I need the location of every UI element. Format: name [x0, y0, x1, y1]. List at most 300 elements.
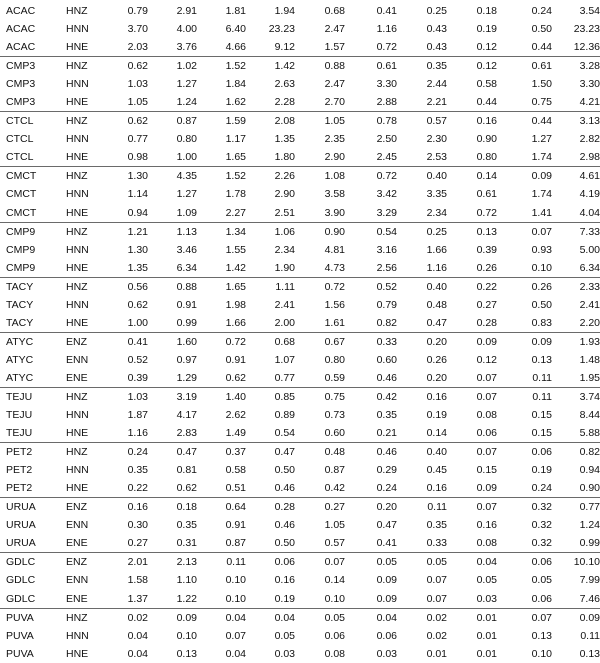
value-cell: 0.64	[197, 498, 246, 517]
value-cell: 0.77	[552, 498, 600, 517]
value-cell: 1.00	[127, 316, 148, 329]
value-cell: 0.11	[580, 629, 600, 642]
value-cell: 0.32	[531, 537, 552, 550]
value-cell: 2.20	[579, 316, 600, 329]
value-cell: 0.29	[376, 464, 397, 477]
value-cell: 0.56	[104, 277, 148, 296]
value-cell: 2.63	[274, 78, 295, 91]
value-cell: 0.99	[579, 537, 600, 550]
value-cell: 0.15	[531, 427, 552, 440]
value-cell: 0.13	[447, 222, 497, 241]
value-cell: 2.83	[176, 427, 197, 440]
channel-cell: ENE	[66, 537, 88, 550]
channel-cell: HNE	[66, 96, 89, 109]
table-row	[0, 222, 600, 241]
value-cell: 0.88	[148, 277, 197, 296]
station-cell: ACAC	[6, 23, 36, 36]
value-cell: 0.11	[397, 498, 447, 517]
value-cell: 0.82	[376, 316, 397, 329]
value-cell: 2.47	[324, 23, 345, 36]
value-cell: 0.80	[176, 133, 197, 146]
table-row	[0, 516, 600, 534]
value-cell: 0.06	[531, 592, 552, 605]
value-cell: 0.83	[531, 316, 552, 329]
value-cell: 0.42	[324, 482, 345, 495]
value-cell: 1.40	[197, 387, 246, 406]
value-cell: 10.10	[552, 553, 600, 572]
value-cell: 2.27	[225, 206, 246, 219]
station-cell: GDLC	[0, 553, 60, 572]
station-cell: ACAC	[6, 5, 36, 18]
value-cell: 7.46	[579, 592, 600, 605]
table-row	[0, 93, 600, 112]
value-cell: 0.46	[376, 371, 397, 384]
table-row	[0, 553, 600, 572]
value-cell: 0.28	[476, 316, 497, 329]
station-channel-data-table	[0, 2, 600, 663]
value-cell: 2.00	[274, 316, 295, 329]
channel-cell: HNZ	[60, 167, 104, 186]
value-cell: 0.03	[376, 647, 397, 660]
value-cell: 0.50	[274, 537, 295, 550]
value-cell: 0.35	[397, 57, 447, 76]
value-cell: 1.62	[225, 96, 246, 109]
value-cell: 0.11	[197, 553, 246, 572]
table-row	[0, 645, 600, 663]
channel-cell: ENE	[66, 371, 88, 384]
value-cell: 0.15	[476, 464, 497, 477]
value-cell: 0.51	[225, 482, 246, 495]
value-cell: 1.50	[531, 78, 552, 91]
value-cell: 0.48	[426, 298, 447, 311]
value-cell: 0.24	[531, 482, 552, 495]
value-cell: 1.22	[176, 592, 197, 605]
value-cell: 2.82	[579, 133, 600, 146]
channel-cell: HNN	[66, 133, 89, 146]
table-row	[0, 20, 600, 38]
value-cell: 1.30	[104, 167, 148, 186]
value-cell: 2.51	[274, 206, 295, 219]
value-cell: 0.12	[476, 41, 497, 54]
value-cell: 0.13	[531, 629, 552, 642]
value-cell: 1.87	[127, 409, 148, 422]
value-cell: 1.58	[127, 574, 148, 587]
station-cell: PUVA	[0, 608, 60, 627]
value-cell: 0.75	[531, 96, 552, 109]
value-cell: 0.54	[345, 222, 397, 241]
value-cell: 0.09	[497, 332, 552, 351]
value-cell: 0.15	[531, 409, 552, 422]
value-cell: 3.30	[579, 78, 600, 91]
value-cell: 0.16	[274, 574, 295, 587]
value-cell: 12.36	[573, 41, 600, 54]
value-cell: 3.28	[552, 57, 600, 76]
channel-cell: HNZ	[60, 277, 104, 296]
value-cell: 1.61	[324, 316, 345, 329]
value-cell: 4.35	[148, 167, 197, 186]
station-cell: TEJU	[6, 409, 33, 422]
station-cell: TEJU	[0, 387, 60, 406]
value-cell: 1.66	[426, 243, 447, 256]
value-cell: 1.41	[531, 206, 552, 219]
channel-cell: HNZ	[60, 608, 104, 627]
value-cell: 1.30	[127, 243, 148, 256]
value-cell: 0.14	[447, 167, 497, 186]
table-row	[0, 241, 600, 259]
value-cell: 0.02	[426, 629, 447, 642]
value-cell: 0.32	[531, 519, 552, 532]
value-cell: 3.42	[376, 188, 397, 201]
value-cell: 0.33	[426, 537, 447, 550]
value-cell: 1.03	[104, 387, 148, 406]
value-cell: 0.01	[426, 647, 447, 660]
value-cell: 0.89	[274, 409, 295, 422]
value-cell: 0.45	[426, 464, 447, 477]
channel-cell: HNZ	[60, 443, 104, 462]
value-cell: 0.07	[426, 592, 447, 605]
value-cell: 1.29	[176, 371, 197, 384]
value-cell: 1.05	[295, 112, 345, 131]
value-cell: 0.14	[324, 574, 345, 587]
station-cell: TEJU	[6, 427, 33, 440]
value-cell: 0.50	[531, 298, 552, 311]
value-cell: 0.40	[397, 277, 447, 296]
value-cell: 2.41	[579, 298, 600, 311]
table-row	[0, 332, 600, 351]
value-cell: 0.44	[531, 41, 552, 54]
value-cell: 1.48	[579, 353, 600, 366]
value-cell: 1.81	[225, 5, 246, 18]
value-cell: 1.11	[246, 277, 295, 296]
channel-cell: HNE	[66, 41, 89, 54]
value-cell: 1.02	[148, 57, 197, 76]
value-cell: 2.47	[324, 78, 345, 91]
value-cell: 0.43	[426, 23, 447, 36]
station-cell: CTCL	[6, 133, 34, 146]
value-cell: 0.07	[225, 629, 246, 642]
station-cell: ACAC	[6, 41, 36, 54]
value-cell: 0.25	[426, 5, 447, 18]
value-cell: 2.26	[246, 167, 295, 186]
value-cell: 7.99	[579, 574, 600, 587]
station-cell: CMCT	[0, 167, 60, 186]
value-cell: 0.08	[476, 409, 497, 422]
value-cell: 2.41	[274, 298, 295, 311]
table-row	[0, 590, 600, 609]
value-cell: 1.94	[274, 5, 295, 18]
value-cell: 1.52	[197, 167, 246, 186]
value-cell: 0.41	[104, 332, 148, 351]
value-cell: 1.66	[225, 316, 246, 329]
value-cell: 0.09	[476, 482, 497, 495]
value-cell: 0.91	[225, 353, 246, 366]
channel-cell: ENZ	[60, 498, 104, 517]
value-cell: 0.80	[476, 151, 497, 164]
channel-cell: HNZ	[60, 112, 104, 131]
value-cell: 0.27	[127, 537, 148, 550]
value-cell: 0.19	[426, 409, 447, 422]
value-cell: 2.30	[426, 133, 447, 146]
station-cell: CMP9	[0, 222, 60, 241]
table-row	[0, 461, 600, 479]
value-cell: 1.17	[225, 133, 246, 146]
value-cell: 0.44	[476, 96, 497, 109]
value-cell: 1.78	[225, 188, 246, 201]
value-cell: 6.40	[225, 23, 246, 36]
value-cell: 0.50	[274, 464, 295, 477]
value-cell: 0.16	[397, 387, 447, 406]
value-cell: 0.40	[397, 167, 447, 186]
value-cell: 8.44	[579, 409, 600, 422]
value-cell: 1.06	[246, 222, 295, 241]
value-cell: 1.35	[127, 261, 148, 274]
value-cell: 0.10	[225, 574, 246, 587]
channel-cell: ENZ	[60, 553, 104, 572]
value-cell: 0.24	[376, 482, 397, 495]
station-cell: PUVA	[6, 647, 34, 660]
value-cell: 0.52	[127, 353, 148, 366]
value-cell: 0.35	[127, 464, 148, 477]
value-cell: 0.05	[531, 574, 552, 587]
table-row	[0, 351, 600, 369]
value-cell: 2.56	[376, 261, 397, 274]
station-cell: PUVA	[6, 629, 34, 642]
value-cell: 2.28	[274, 96, 295, 109]
value-cell: 4.19	[579, 188, 600, 201]
table-row	[0, 2, 600, 20]
value-cell: 0.05	[274, 629, 295, 642]
value-cell: 1.35	[274, 133, 295, 146]
station-cell: CMP9	[6, 243, 36, 256]
value-cell: 0.57	[397, 112, 447, 131]
value-cell: 1.80	[274, 151, 295, 164]
value-cell: 0.18	[476, 5, 497, 18]
value-cell: 0.58	[476, 78, 497, 91]
value-cell: 2.70	[324, 96, 345, 109]
value-cell: 6.34	[579, 261, 600, 274]
channel-cell: HNE	[66, 316, 89, 329]
value-cell: 1.74	[531, 188, 552, 201]
channel-cell: HNE	[66, 261, 89, 274]
value-cell: 0.37	[197, 443, 246, 462]
value-cell: 2.03	[127, 41, 148, 54]
channel-cell: HNN	[66, 23, 89, 36]
value-cell: 0.41	[376, 537, 397, 550]
value-cell: 0.05	[476, 574, 497, 587]
value-cell: 0.88	[295, 57, 345, 76]
table-row	[0, 534, 600, 553]
value-cell: 0.12	[476, 353, 497, 366]
value-cell: 4.66	[225, 41, 246, 54]
value-cell: 3.29	[376, 206, 397, 219]
station-cell: CMP3	[0, 57, 60, 76]
station-cell: GDLC	[6, 574, 36, 587]
value-cell: 3.13	[552, 112, 600, 131]
value-cell: 0.33	[345, 332, 397, 351]
value-cell: 0.18	[148, 498, 197, 517]
value-cell: 0.06	[376, 629, 397, 642]
value-cell: 5.00	[579, 243, 600, 256]
channel-cell: HNE	[66, 427, 89, 440]
value-cell: 0.85	[246, 387, 295, 406]
value-cell: 1.42	[225, 261, 246, 274]
value-cell: 3.30	[376, 78, 397, 91]
value-cell: 1.07	[274, 353, 295, 366]
value-cell: 0.35	[376, 409, 397, 422]
value-cell: 0.75	[295, 387, 345, 406]
value-cell: 6.34	[176, 261, 197, 274]
value-cell: 0.03	[274, 647, 295, 660]
value-cell: 0.80	[324, 353, 345, 366]
value-cell: 0.90	[295, 222, 345, 241]
value-cell: 4.73	[324, 261, 345, 274]
value-cell: 2.21	[426, 96, 447, 109]
value-cell: 0.04	[345, 608, 397, 627]
channel-cell: HNN	[66, 629, 89, 642]
value-cell: 0.61	[497, 57, 552, 76]
table-row	[0, 314, 600, 333]
value-cell: 0.47	[376, 519, 397, 532]
value-cell: 0.04	[127, 647, 148, 660]
table-row	[0, 424, 600, 443]
value-cell: 0.01	[476, 629, 497, 642]
value-cell: 0.08	[324, 647, 345, 660]
value-cell: 1.42	[246, 57, 295, 76]
table-row	[0, 369, 600, 388]
value-cell: 0.77	[274, 371, 295, 384]
value-cell: 0.60	[324, 427, 345, 440]
value-cell: 0.30	[127, 519, 148, 532]
value-cell: 0.04	[127, 629, 148, 642]
value-cell: 0.62	[104, 57, 148, 76]
value-cell: 0.99	[176, 316, 197, 329]
station-cell: CMP3	[6, 96, 36, 109]
table-row	[0, 277, 600, 296]
value-cell: 2.13	[148, 553, 197, 572]
value-cell: 0.13	[531, 353, 552, 366]
value-cell: 1.16	[426, 261, 447, 274]
value-cell: 0.72	[376, 41, 397, 54]
station-cell: ATYC	[6, 371, 34, 384]
value-cell: 0.87	[324, 464, 345, 477]
value-cell: 0.31	[176, 537, 197, 550]
value-cell: 3.19	[148, 387, 197, 406]
value-cell: 0.01	[476, 647, 497, 660]
table-body	[0, 2, 600, 663]
value-cell: 0.06	[497, 443, 552, 462]
value-cell: 0.22	[127, 482, 148, 495]
value-cell: 0.16	[426, 482, 447, 495]
value-cell: 0.40	[397, 443, 447, 462]
value-cell: 0.52	[345, 277, 397, 296]
value-cell: 2.98	[579, 151, 600, 164]
value-cell: 1.24	[176, 96, 197, 109]
value-cell: 0.19	[531, 464, 552, 477]
value-cell: 0.10	[324, 592, 345, 605]
value-cell: 1.14	[127, 188, 148, 201]
value-cell: 0.62	[104, 112, 148, 131]
value-cell: 0.19	[476, 23, 497, 36]
value-cell: 0.02	[397, 608, 447, 627]
value-cell: 0.13	[579, 647, 600, 660]
value-cell: 1.00	[176, 151, 197, 164]
value-cell: 1.52	[197, 57, 246, 76]
value-cell: 0.24	[531, 5, 552, 18]
value-cell: 0.26	[497, 277, 552, 296]
value-cell: 4.17	[176, 409, 197, 422]
value-cell: 0.79	[376, 298, 397, 311]
station-cell: CMP9	[6, 261, 36, 274]
table-row	[0, 627, 600, 645]
station-cell: CMP3	[6, 78, 36, 91]
value-cell: 0.13	[176, 647, 197, 660]
value-cell: 2.33	[552, 277, 600, 296]
table-row	[0, 75, 600, 93]
table-row	[0, 57, 600, 76]
channel-cell: HNN	[66, 78, 89, 91]
value-cell: 0.10	[225, 592, 246, 605]
value-cell: 0.35	[176, 519, 197, 532]
table-row	[0, 204, 600, 223]
value-cell: 1.49	[225, 427, 246, 440]
value-cell: 0.41	[376, 5, 397, 18]
value-cell: 1.57	[324, 41, 345, 54]
value-cell: 0.91	[225, 519, 246, 532]
value-cell: 0.47	[426, 316, 447, 329]
channel-cell: ENZ	[60, 332, 104, 351]
value-cell: 0.54	[274, 427, 295, 440]
table-row	[0, 112, 600, 131]
value-cell: 1.65	[197, 277, 246, 296]
value-cell: 23.23	[573, 23, 600, 36]
table-row	[0, 479, 600, 498]
value-cell: 1.56	[324, 298, 345, 311]
value-cell: 0.09	[148, 608, 197, 627]
value-cell: 0.16	[447, 112, 497, 131]
station-cell: TACY	[0, 277, 60, 296]
value-cell: 0.11	[497, 387, 552, 406]
value-cell: 3.90	[324, 206, 345, 219]
channel-cell: HNN	[66, 464, 89, 477]
value-cell: 0.01	[447, 608, 497, 627]
value-cell: 0.07	[447, 443, 497, 462]
table-row	[0, 130, 600, 148]
value-cell: 0.72	[345, 167, 397, 186]
value-cell: 0.68	[246, 332, 295, 351]
value-cell: 3.76	[176, 41, 197, 54]
value-cell: 0.58	[225, 464, 246, 477]
value-cell: 2.35	[324, 133, 345, 146]
value-cell: 0.16	[104, 498, 148, 517]
value-cell: 1.74	[531, 151, 552, 164]
value-cell: 0.43	[426, 41, 447, 54]
station-cell: CTCL	[6, 151, 34, 164]
value-cell: 0.78	[345, 112, 397, 131]
value-cell: 1.59	[197, 112, 246, 131]
channel-cell: HNN	[66, 188, 89, 201]
value-cell: 4.00	[176, 23, 197, 36]
value-cell: 3.74	[552, 387, 600, 406]
channel-cell: HNE	[66, 647, 89, 660]
station-cell: GDLC	[6, 592, 36, 605]
value-cell: 0.62	[176, 482, 197, 495]
value-cell: 0.04	[225, 647, 246, 660]
value-cell: 0.07	[497, 222, 552, 241]
value-cell: 0.94	[127, 206, 148, 219]
value-cell: 0.73	[324, 409, 345, 422]
value-cell: 0.50	[531, 23, 552, 36]
value-cell: 0.16	[476, 519, 497, 532]
